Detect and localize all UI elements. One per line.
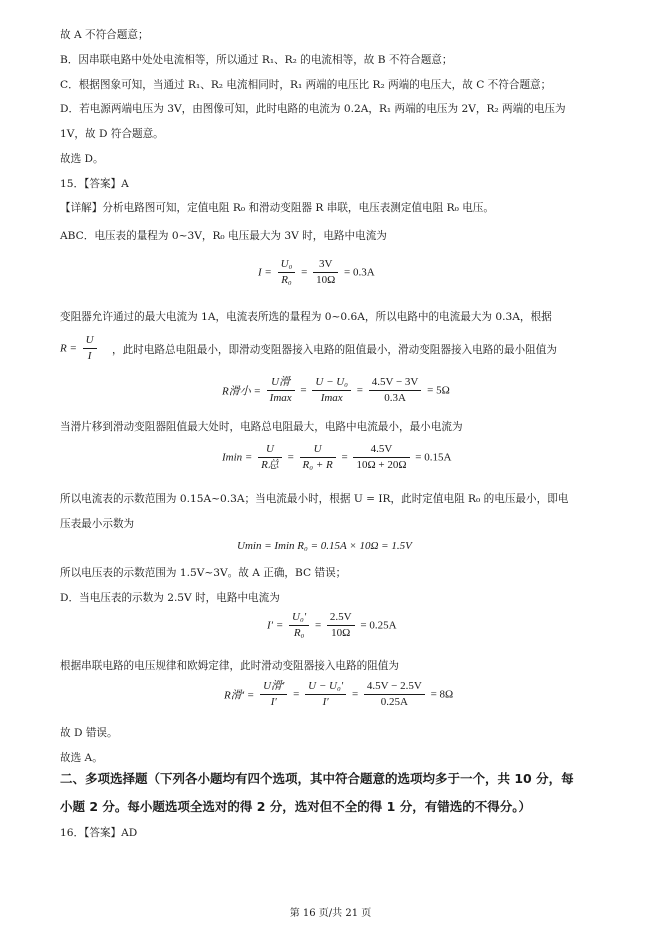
fraction-denominator: R₀ (281, 274, 292, 286)
text-line: 【详解】分析电路图可知，定值电阻 R₀ 和滑动变阻器 R 串联，电压表测定值电阻 R₀ 电压。 (60, 202, 494, 214)
eq-lhs: Imin = (222, 451, 253, 464)
eq-lhs: I = (258, 266, 272, 279)
eq-result: = 8Ω (430, 688, 454, 701)
fraction-denominator: R总 (261, 459, 279, 471)
fraction-denominator: 0.3A (384, 392, 406, 404)
equation-current-2: I′ = $\frac{\text{U₀′}}{\text{R₀}}$ = $\frac{2.5V}{10\Omega}$ = 0.25A (267, 611, 397, 639)
fraction-denominator: Imax (320, 392, 343, 404)
answer-label: 16．【答案】AD (60, 827, 138, 839)
eq-result: = 0.15A (415, 451, 452, 464)
fraction (289, 611, 309, 640)
text-line: ABC．电压表的量程为 0~3V，R₀ 电压最大为 3V 时，电路中电流为 (60, 230, 387, 242)
fraction-denominator: 0.25A (380, 696, 408, 708)
fraction (83, 334, 97, 363)
fraction-denominator: 10Ω (331, 627, 351, 639)
fraction-denominator: R₀ (293, 627, 305, 639)
equation-resistance-2: R滑′ = $\frac{\text{U滑′}}{I'}$ = $\frac{\text{U − U₀′}}{I'}$ = $\frac{4.5V - 2.5V}{0.25A}$ = 8Ω (224, 680, 454, 708)
text-line: 1V，故 D 符合题意。 (60, 128, 164, 140)
eq-lhs: R滑小 = (222, 385, 261, 398)
fraction-numerator: U (258, 443, 282, 458)
fraction (364, 680, 425, 709)
text-line: 压表最小示数为 (60, 518, 135, 530)
fraction (369, 376, 422, 405)
fraction-denominator: I (87, 350, 92, 362)
text-line: 所以电流表的示数范围为 0.15A~0.3A；当电流最小时，根据 U = IR，此时定值电阻 R₀ 的电压最小，即电 (60, 493, 569, 505)
fraction (258, 443, 282, 472)
text-line: 根据串联电路的电压规律和欧姆定律，此时滑动变阻器接入电路的阻值为 (60, 660, 399, 672)
section-heading: 小题 2 分。每小题选项全选对的得 2 分，选对但不全的得 1 分，有错选的不得分。） (60, 799, 531, 814)
text-line: 故 A 不符合题意； (60, 29, 149, 41)
eq-lhs: R = (60, 342, 77, 355)
fraction-numerator: U − U₀ (312, 376, 351, 391)
fraction (267, 376, 295, 405)
fraction (260, 680, 287, 709)
text-line: 故 D 错误。 (60, 727, 118, 739)
eq-result: = 0.25A (360, 619, 397, 632)
text-line: 故选 A。 (60, 752, 103, 764)
fraction-numerator: U₀ (278, 258, 296, 273)
fraction (327, 611, 355, 640)
fraction (313, 258, 338, 287)
fraction-numerator: 3V (313, 258, 338, 273)
fraction-numerator: 4.5V (353, 443, 409, 458)
equation-min-voltage: Umin = Imin R₀ = 0.15A × 10Ω = 1.5V (237, 540, 412, 552)
text-line: C．根据图象可知，当通过 R₁、R₂ 电流相同时，R₁ 两端的电压比 R₂ 两端的电压大，故 C 不符合题意； (60, 79, 552, 91)
text-line: B．因串联电路中处处电流相等，所以通过 R₁、R₂ 的电流相等，故 B 不符合题意； (60, 54, 453, 66)
text-line: ，此时电路总电阻最小，即滑动变阻器接入电路的阻值最小，滑动变阻器接入电路的最小阻值为 (112, 344, 557, 356)
fraction-denominator: Imax (269, 392, 292, 404)
fraction-numerator: 4.5V − 2.5V (364, 680, 425, 695)
page-number: 第 16 页/共 21 页 (289, 908, 372, 919)
fraction-numerator: U (83, 334, 97, 349)
eq-lhs: R滑′ = (224, 689, 255, 702)
fraction (300, 443, 336, 472)
fraction-numerator: 2.5V (327, 611, 355, 626)
fraction-numerator: U (300, 443, 336, 458)
text-line: 所以电压表的示数范围为 1.5V~3V。故 A 正确，BC 错误； (60, 567, 347, 579)
fraction-denominator: I′ (270, 696, 277, 708)
fraction (305, 680, 346, 709)
text-line: 故选 D。 (60, 153, 104, 165)
text-line: D．若电源两端电压为 3V，由图像可知，此时电路的电流为 0.2A，R₁ 两端的电压为 2V，R₂ 两端的电压为 (60, 103, 566, 115)
fraction-numerator: U滑 (267, 376, 295, 391)
text-line: 当滑片移到滑动变阻器阻值最大处时，电路总电阻最大，电路中电流最小，最小电流为 (60, 421, 463, 433)
equation-ohm (60, 334, 100, 363)
fraction-denominator: 10Ω (316, 274, 336, 286)
fraction-numerator: U − U₀′ (305, 680, 346, 695)
fraction (278, 258, 296, 287)
fraction-denominator: R₀ + R (302, 459, 333, 471)
fraction (353, 443, 409, 472)
eq-result: = 5Ω (427, 384, 450, 397)
text-line: 变阻器允许通过的最大电流为 1A，电流表所选的量程为 0~0.6A，所以电路中的电流最大为 0.3A，根据 (60, 311, 552, 323)
equation-min-current: Imin = $\frac{U}{\text{R总}}$ = $\frac{U}{\text{R₀ + R}}$ = $\frac{4.5V}{10\Omega + 20\Omega}$ = 0.15A (222, 443, 452, 471)
fraction (312, 376, 351, 405)
equation-current: I = $\frac{\text{U₀}}{\text{R₀}}$ = $\frac{3V}{10\Omega}$ = 0.3A (258, 258, 375, 286)
eq-result: = 0.3A (344, 266, 375, 279)
answer-label: 15．【答案】A (60, 178, 129, 190)
fraction-numerator: U₀′ (289, 611, 309, 626)
eq-lhs: I′ = (267, 619, 284, 632)
fraction-denominator: I′ (322, 696, 329, 708)
text-line: D．当电压表的示数为 2.5V 时，电路中电流为 (60, 592, 280, 604)
fraction-numerator: U滑′ (260, 680, 287, 695)
equation-min-resistance: R滑小 = $\frac{\text{U滑}}{Imax}$ = $\frac{\text{U − U₀}}{Imax}$ = $\frac{4.5V - 3V}{0.3A}$ = 5Ω (222, 376, 450, 404)
fraction-numerator: 4.5V − 3V (369, 376, 422, 391)
fraction-denominator: 10Ω + 20Ω (356, 459, 407, 471)
section-heading: 二、多项选择题（下列各小题均有四个选项，其中符合题意的选项均多于一个，共 10 分，每 (60, 771, 574, 786)
